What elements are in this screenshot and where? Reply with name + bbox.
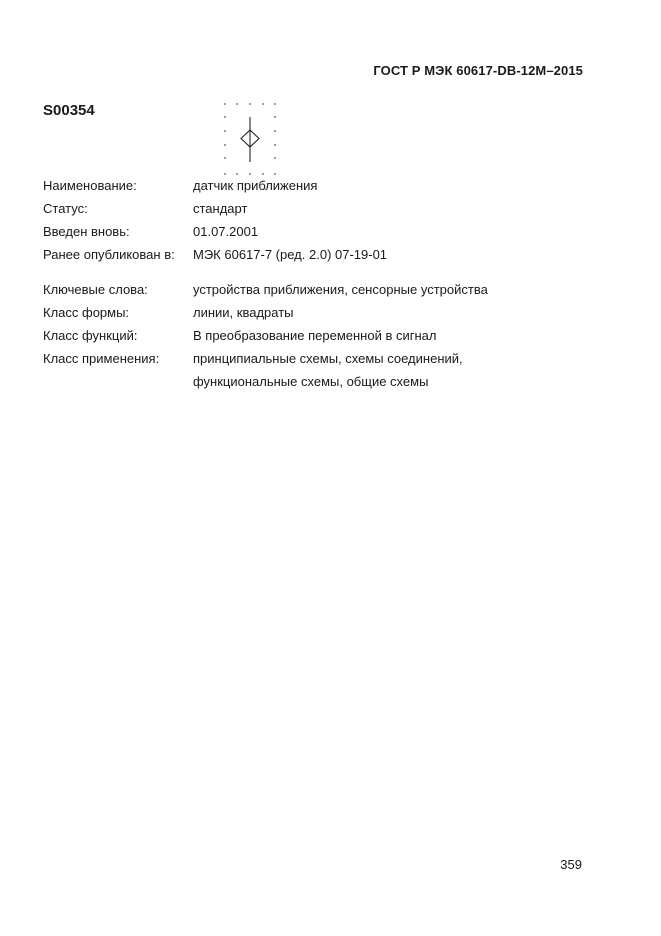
attribute-label: Ранее опубликован в:	[43, 247, 175, 262]
attribute-label: Класс применения:	[43, 351, 160, 366]
attribute-value: датчик приближения	[193, 178, 318, 193]
proximity-sensor-symbol-icon	[222, 100, 278, 178]
attribute-value: В преобразование переменной в сигнал	[193, 328, 437, 343]
attribute-value: принципиальные схемы, схемы соединений,	[193, 351, 463, 366]
attribute-value: линии, квадраты	[193, 305, 294, 320]
attribute-value: функциональные схемы, общие схемы	[193, 374, 429, 389]
attribute-value: МЭК 60617-7 (ред. 2.0) 07-19-01	[193, 247, 388, 262]
attribute-label: Статус:	[43, 201, 88, 216]
attribute-value: стандарт	[193, 201, 248, 216]
attribute-label: Введен вновь:	[43, 224, 130, 239]
attribute-value: 01.07.2001	[193, 224, 259, 239]
document-header: ГОСТ Р МЭК 60617-DB-12M–2015	[373, 63, 583, 78]
attribute-label: Ключевые слова:	[43, 282, 148, 297]
attribute-label: Класс формы:	[43, 305, 130, 320]
attribute-value: устройства приближения, сенсорные устройства	[193, 282, 488, 297]
attribute-label: Наименование:	[43, 178, 137, 193]
page-number: 359	[560, 857, 582, 872]
symbol-code: S00354	[43, 102, 95, 119]
attribute-label: Класс функций:	[43, 328, 138, 343]
